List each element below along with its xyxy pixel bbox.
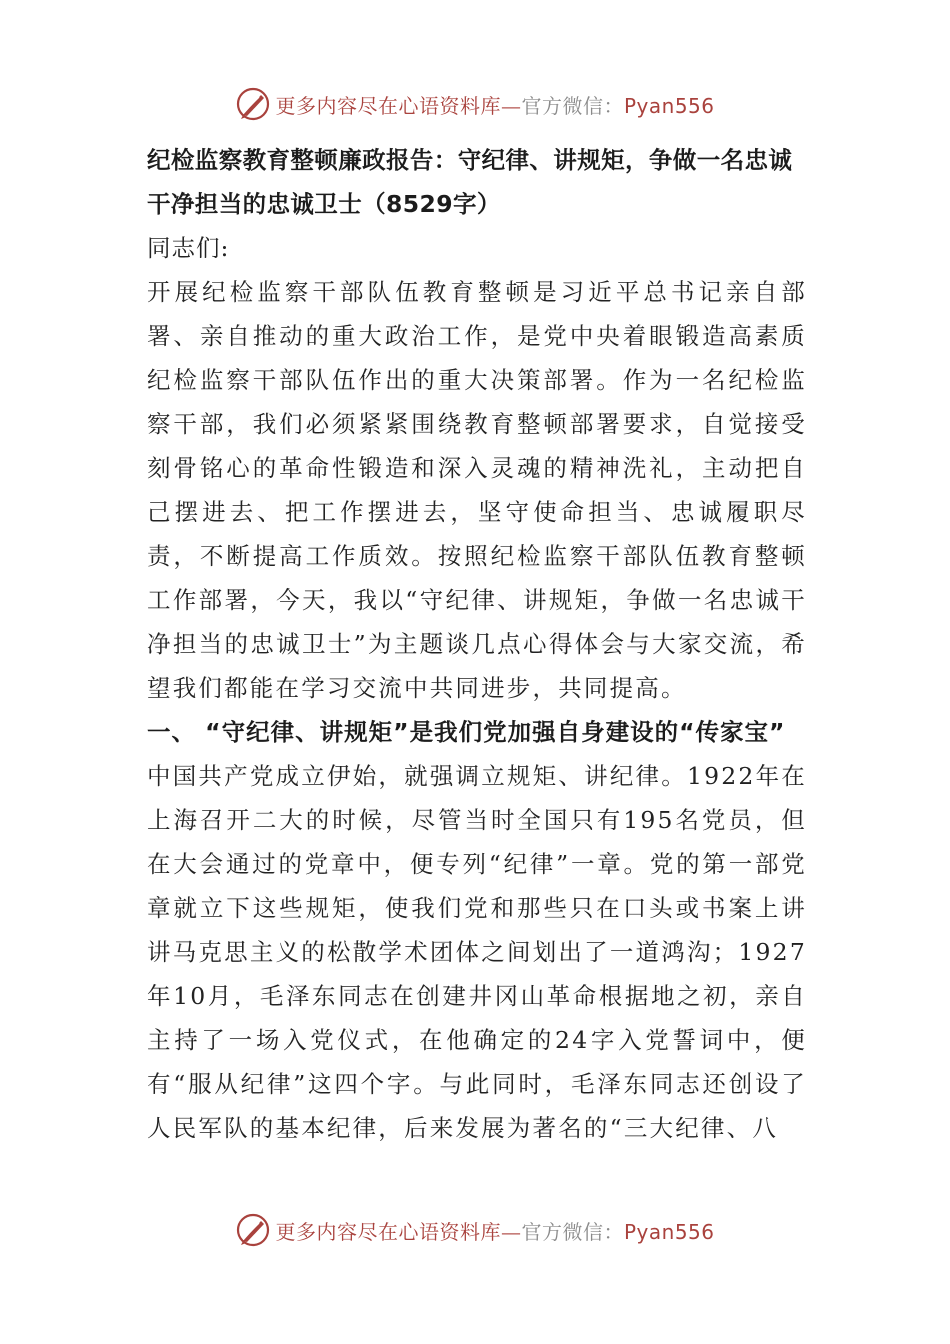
banner-wechat-id: Pyan556 [623,1219,715,1244]
quill-pen-logo-icon [235,1212,271,1248]
document-title: 纪检监察教育整顿廉政报告：守纪律、讲规矩，争做一名忠诚干净担当的忠诚卫士（8529字） [147,146,793,218]
banner-wechat-label: 官方微信： [521,1219,624,1244]
section-1-paragraph: 中国共产党成立伊始，就强调立规矩、讲纪律。1922年在上海召开二大的时候，尽管当时全国只有195名党员，但在大会通过的党章中，便专列“纪律”一章。党的第一部党章就立下这些规矩，使我们党和那些只在口头或书案上讲讲马克思主义的松散学术团体之间划出了一道鸿沟；1927年10月，毛泽东同志在创建井冈山革命根据地之初，亲自主持了一场入党仪式，在他确定的24字入党誓词中，便有“服从纪律”这四个字。与此同时，毛泽东同志还创设了人民军队的基本纪律，后来发展为著名的“三大纪律、八 [147,762,807,1142]
footer-banner [0,1208,950,1252]
greeting: 同志们: [147,234,230,262]
document-body [147,138,807,1150]
banner-dash: — [500,93,522,118]
banner-site-name: 更多内容尽在心语资料库 [275,1219,501,1244]
intro-paragraph: 开展纪检监察干部队伍教育整顿是习近平总书记亲自部署、亲自推动的重大政治工作，是党中央着眼锻造高素质纪检监察干部队伍作出的重大决策部署。作为一名纪检监察干部，我们必须紧紧围绕教育整顿部署要求，自觉接受刻骨铭心的革命性锻造和深入灵魂的精神洗礼，主动把自己摆进去、把工作摆进去，坚守使命担当、忠诚履职尽责，不断提高工作质效。按照纪检监察干部队伍教育整顿工作部署，今天，我以“守纪律、讲规矩，争做一名忠诚干净担当的忠诚卫士”为主题谈几点心得体会与大家交流，希望我们都能在学习交流中共同进步，共同提高。 [147,278,807,702]
banner-wechat-label: 官方微信： [521,93,624,118]
quill-pen-logo-icon [235,86,271,122]
banner-dash: — [500,1219,522,1244]
banner-site-name: 更多内容尽在心语资料库 [275,93,501,118]
section-1-heading: 一、 “守纪律、讲规矩”是我们党加强自身建设的“传家宝” [147,718,786,746]
header-banner [0,82,950,126]
banner-wechat-id: Pyan556 [623,93,715,118]
